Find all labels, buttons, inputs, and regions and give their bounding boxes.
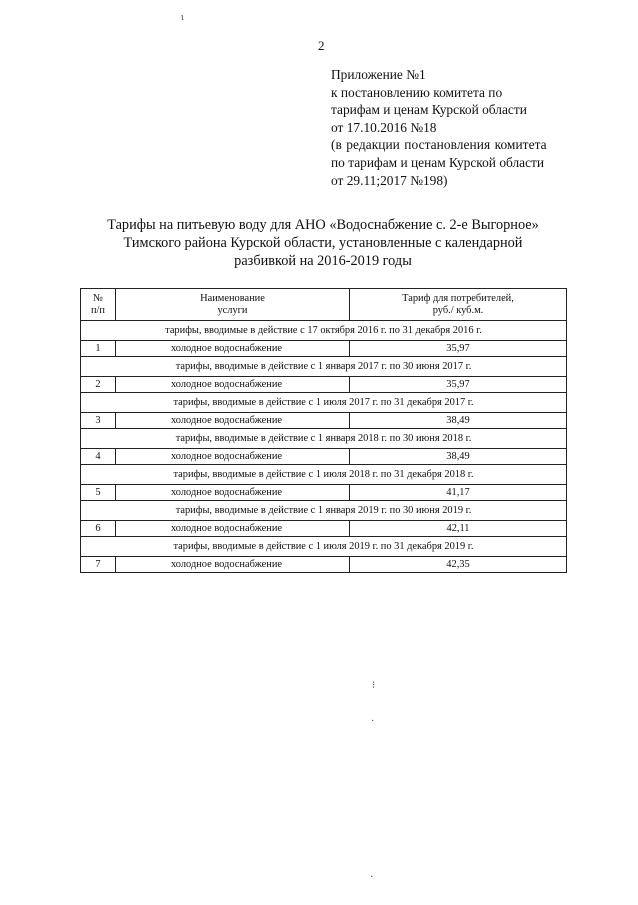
document-title <box>80 217 566 270</box>
row-tariff-value: 42,11 <box>350 521 567 537</box>
row-service: холодное водоснабжение <box>116 341 350 357</box>
period-label: тарифы, вводимые в действие с 17 октября 2016 г. по 31 декабря 2016 г. <box>81 321 567 341</box>
header-number <box>81 289 116 321</box>
row-service: холодное водоснабжение <box>116 521 350 537</box>
appendix-line: от 17.10.2016 №18 <box>331 119 437 135</box>
period-label: тарифы, вводимые в действие с 1 января 2018 г. по 30 июня 2018 г. <box>81 429 567 449</box>
period-row <box>81 393 567 413</box>
appendix-line: по тарифам и ценам Курской области <box>331 154 545 170</box>
row-number: 6 <box>81 521 116 537</box>
period-row <box>81 501 567 521</box>
period-label: тарифы, вводимые в действие с 1 июля 2017 г. по 31 декабря 2017 г. <box>81 393 567 413</box>
header-service <box>116 289 350 321</box>
period-row <box>81 357 567 377</box>
row-service: холодное водоснабжение <box>116 413 350 429</box>
period-label: тарифы, вводимые в действие с 1 июля 2018 г. по 31 декабря 2018 г. <box>81 465 567 485</box>
table-row <box>81 449 567 465</box>
table-row <box>81 341 567 357</box>
appendix-header <box>331 66 547 189</box>
table-row <box>81 521 567 537</box>
page-number: 2 <box>318 38 325 53</box>
row-tariff-value: 35,97 <box>350 377 567 393</box>
header-tariff-line2: руб./ куб.м. <box>432 304 484 316</box>
title-line: Тимского района Курской области, установленные с календарной <box>123 234 523 251</box>
appendix-line: (в редакции постановления комитета <box>331 137 547 153</box>
period-row <box>81 537 567 557</box>
header-tariff <box>350 289 567 321</box>
appendix-line: Приложение №1 <box>331 67 426 82</box>
row-service: холодное водоснабжение <box>116 449 350 465</box>
period-row <box>81 465 567 485</box>
scan-speck: ⁝ <box>372 680 376 691</box>
row-service: холодное водоснабжение <box>116 377 350 393</box>
header-number-line1: № <box>93 292 103 304</box>
period-label: тарифы, вводимые в действие с 1 января 2019 г. по 30 июня 2019 г. <box>81 501 567 521</box>
row-service: холодное водоснабжение <box>116 485 350 501</box>
row-service: холодное водоснабжение <box>116 557 350 573</box>
row-number: 1 <box>81 341 116 357</box>
table-header-row <box>81 289 567 321</box>
row-tariff-value: 35,97 <box>350 341 567 357</box>
period-row <box>81 321 567 341</box>
row-number: 7 <box>81 557 116 573</box>
header-tariff-line1: Тариф для потребителей, <box>402 292 514 304</box>
header-service-line1: Наименование <box>200 292 265 304</box>
table-row <box>81 413 567 429</box>
appendix-line: от 29.11;2017 №198) <box>331 172 448 188</box>
row-tariff-value: 42,35 <box>350 557 567 573</box>
row-tariff-value: 38,49 <box>350 449 567 465</box>
row-tariff-value: 41,17 <box>350 485 567 501</box>
tariff-table <box>80 288 567 573</box>
title-line: разбивкой на 2016-2019 годы <box>234 252 412 269</box>
row-tariff-value: 38,49 <box>350 413 567 429</box>
table-row <box>81 377 567 393</box>
period-row <box>81 429 567 449</box>
period-label: тарифы, вводимые в действие с 1 июля 2019 г. по 31 декабря 2019 г. <box>81 537 567 557</box>
period-label: тарифы, вводимые в действие с 1 января 2017 г. по 30 июня 2017 г. <box>81 357 567 377</box>
row-number: 5 <box>81 485 116 501</box>
title-line: Тарифы на питьевую воду для АНО «Водоснабжение с. 2-е Выгорное» <box>107 217 539 233</box>
table-row <box>81 557 567 573</box>
header-service-line2: услуги <box>217 304 248 316</box>
row-number: 4 <box>81 449 116 465</box>
appendix-line: к постановлению комитета по <box>331 84 503 100</box>
row-number: 3 <box>81 413 116 429</box>
table-row <box>81 485 567 501</box>
scan-speck: · <box>371 716 375 727</box>
appendix-line: тарифам и ценам Курской области <box>331 102 527 118</box>
row-number: 2 <box>81 377 116 393</box>
scan-speck: ι <box>181 12 184 23</box>
scan-speck: · <box>370 872 374 883</box>
header-number-line2: п/п <box>90 304 105 316</box>
